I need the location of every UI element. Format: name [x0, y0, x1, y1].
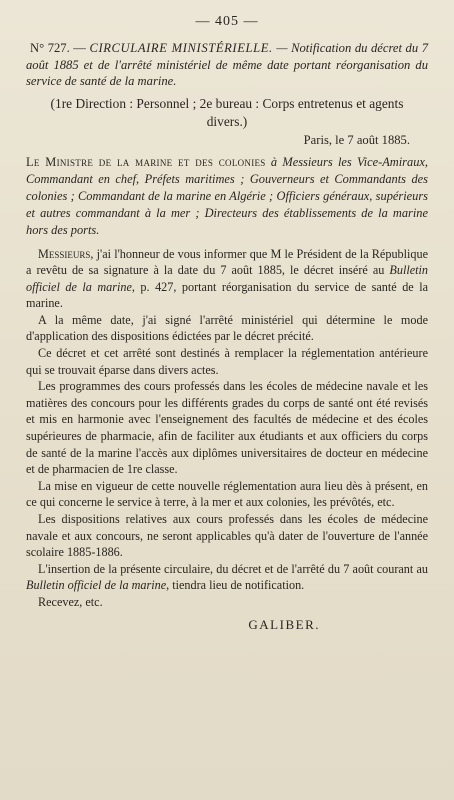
paragraph-1	[26, 246, 428, 312]
bulletin-reference-1: Bulletin officiel de la marine	[26, 263, 428, 294]
circular-subject: — Notification du décret du 7 août 1885 et de l'arrêté ministériel de même date portant réorganisation du service de santé de la marine.	[26, 41, 428, 88]
paragraph-7	[26, 561, 428, 594]
paragraph-6: Les dispositions relatives aux cours professés dans les écoles de médecine navale et aux concours, ne seront applicables qu'à dater de l'ouverture de l'année scolaire 1885-1886.	[26, 512, 428, 560]
paragraph-1-text-a: j'ai l'honneur de vous informer que M le Président de la République a revêtu de sa signature à la date du 7 août 1885, le décret inséré au	[26, 246, 428, 278]
salutation: Messieurs,	[38, 246, 94, 261]
page-number: — 405 —	[195, 14, 259, 29]
address-from: Le Ministre de la marine et des colonies	[26, 154, 266, 169]
paragraph-2: A la même date, j'ai signé l'arrêté ministériel qui détermine le mode d'application des dispositions édictées par le décret précité.	[26, 312, 428, 344]
paragraph-3: Ce décret et cet arrêté sont destinés à remplacer la réglementation antérieure qui se trouvait éparse dans divers actes.	[26, 346, 428, 377]
closing-formula: Recevez, etc.	[38, 594, 103, 609]
letter-body	[26, 246, 428, 611]
paragraph-4: Les programmes des cours professés dans les écoles de médecine navale et les matières des concours pour les différents grades du corps de santé ont été revisés et mis en harmonie avec l'enseignement des facultés de médecine et des écoles supérieures de pharmacie, afin de faciliter aux étudiants et aux officiers du corps de santé de la marine l'accès aux diplômes universitaires de docteur en médecine et de pharmacien de 1re classe.	[26, 379, 428, 477]
direction-note: (1re Direction : Personnel ; 2e bureau : Corps entretenus et agents divers.)	[50, 95, 404, 129]
circular-title	[26, 40, 428, 90]
address-block	[26, 154, 428, 240]
paragraph-7-text-c: , tiendra lieu de notification.	[166, 578, 305, 593]
signature: GALIBER.	[248, 616, 320, 632]
paragraph-1-text-c: , p. 427, portant réorganisation du service de santé de la marine.	[26, 279, 428, 311]
address-to: à Messieurs les Vice-Amiraux, Commandant en chef, Préfets maritimes ; Gouverneurs et Commandants des colonies ; Commandant de la marine en Algérie ; Officiers généraux, supérieurs et autres commandant à la mer ; Directeurs des établissements de la marine hors des ports.	[26, 154, 428, 238]
circular-number: N° 727. —	[30, 41, 90, 55]
paragraph-7-text-a: L'insertion de la présente circulaire, du décret et de l'arrêté du 7 août courant au	[38, 561, 428, 576]
paragraph-5: La mise en vigueur de cette nouvelle réglementation aura lieu dès à présent, en ce qui concerne le service à terre, à la mer et aux colonies, les prévôtés, etc.	[26, 478, 428, 510]
date-line: Paris, le 7 août 1885.	[303, 132, 410, 147]
circular-heading: CIRCULAIRE MINISTÉRIELLE.	[89, 41, 273, 55]
bulletin-reference-2: Bulletin officiel de la marine	[26, 578, 167, 593]
